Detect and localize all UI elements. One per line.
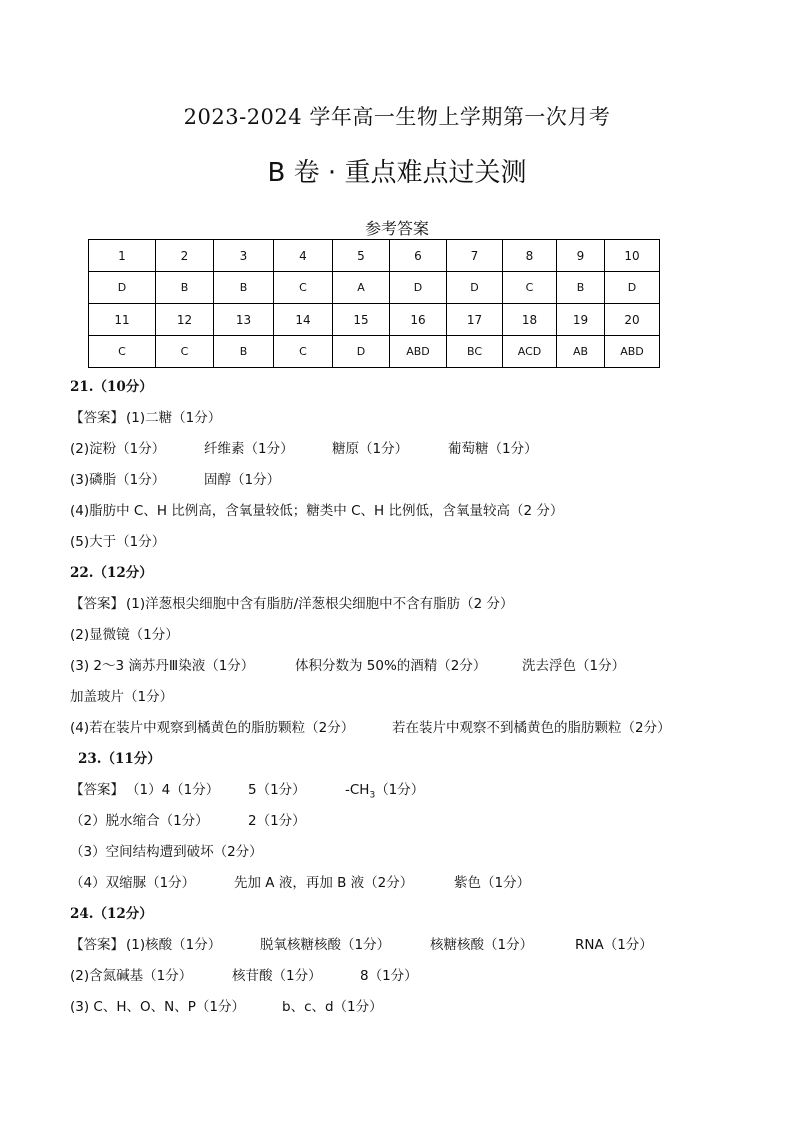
answer-number-cell: 13: [214, 304, 274, 336]
answer-text: (2)含氮碱基（1分）: [70, 968, 193, 984]
answer-label: 【答案】: [70, 782, 124, 798]
answer-number-cell: 11: [89, 304, 156, 336]
answer-text: (3) C、H、O、N、P（1分）: [70, 999, 245, 1015]
answer-heading: 参考答案: [364, 219, 429, 238]
answer-choice-cell: ACD: [503, 336, 557, 368]
answer-text: (3)磷脂（1分）: [70, 472, 166, 488]
answer-number-cell: 10: [605, 240, 660, 272]
answer-text: (1)二糖（1分）: [126, 410, 222, 426]
answer-choice-cell: A: [333, 272, 390, 304]
answer-choice-cell: B: [156, 272, 214, 304]
answer-text: 紫色（1分）: [454, 875, 531, 891]
exam-title: 2023-2024 学年高一生物上学期第一次月考: [183, 105, 611, 129]
answer-text: （1）4（1分）: [126, 782, 220, 798]
answer-choice-cell: C: [274, 272, 333, 304]
answer-text: 2（1分）: [248, 813, 306, 829]
answer-text: b、c、d（1分）: [282, 999, 383, 1015]
answer-key-table: [88, 239, 660, 368]
answer-text: 纤维素（1分）: [204, 441, 294, 457]
answer-choice-cell: D: [447, 272, 503, 304]
answer-choice-cell: D: [333, 336, 390, 368]
answer-text: 脱氧核糖核酸（1分）: [260, 937, 391, 953]
answer-text: （3）空间结构遭到破坏（2分）: [70, 844, 263, 860]
answer-text: （2）脱水缩合（1分）: [70, 813, 209, 829]
answer-choice-cell: D: [605, 272, 660, 304]
answer-number-cell: 6: [390, 240, 447, 272]
answer-number-cell: 18: [503, 304, 557, 336]
answer-choice-cell: D: [89, 272, 156, 304]
answer-text: (1)核酸（1分）: [126, 937, 222, 953]
answer-label: 【答案】: [70, 410, 124, 426]
answer-choice-cell: AB: [557, 336, 605, 368]
table-row: [89, 304, 660, 336]
answer-label: 【答案】: [70, 596, 124, 612]
answer-number-cell: 15: [333, 304, 390, 336]
formula-ch: -CH: [345, 782, 370, 798]
answer-text: （4）双缩脲（1分）: [70, 875, 196, 891]
question-24-heading: 24.（12分）: [70, 906, 153, 922]
answer-number-cell: 9: [557, 240, 605, 272]
answer-number-cell: 14: [274, 304, 333, 336]
answer-text: 5（1分）: [248, 782, 306, 798]
answer-choice-cell: C: [274, 336, 333, 368]
answer-choice-cell: B: [557, 272, 605, 304]
answer-text: 洗去浮色（1分）: [522, 658, 626, 674]
answer-text: (5)大于（1分）: [70, 534, 166, 550]
answer-text: (4)若在装片中观察到橘黄色的脂肪颗粒（2分）: [70, 720, 355, 736]
formula-subscript: 3: [369, 790, 376, 801]
answer-number-cell: 7: [447, 240, 503, 272]
answer-text: 核苷酸（1分）: [232, 968, 322, 984]
answer-label: 【答案】: [70, 937, 124, 953]
question-21-heading: 21.（10分）: [70, 379, 153, 395]
answer-text: (3) 2～3 滴苏丹Ⅲ染液（1分）: [70, 658, 255, 674]
answer-text: 8（1分）: [360, 968, 418, 984]
answer-number-cell: 1: [89, 240, 156, 272]
answer-text: (1)洋葱根尖细胞中含有脂肪/洋葱根尖细胞中不含有脂肪（2 分）: [126, 596, 514, 612]
answer-choice-cell: C: [89, 336, 156, 368]
answer-text: 固醇（1分）: [204, 472, 281, 488]
answer-text: 先加 A 液，再加 B 液（2分）: [234, 875, 414, 891]
table-row: [89, 240, 660, 272]
answer-choice-cell: D: [390, 272, 447, 304]
answer-choice-cell: C: [503, 272, 557, 304]
answer-number-cell: 19: [557, 304, 605, 336]
answer-choice-cell: B: [214, 336, 274, 368]
table-row: [89, 272, 660, 304]
answer-choice-cell: ABD: [390, 336, 447, 368]
answer-number-cell: 8: [503, 240, 557, 272]
formula-text: [345, 778, 424, 801]
answer-choice-cell: ABD: [605, 336, 660, 368]
answer-text: 体积分数为 50%的酒精（2分）: [295, 658, 487, 674]
answer-text: 若在装片中观察不到橘黄色的脂肪颗粒（2分）: [392, 720, 671, 736]
answer-text: (2)淀粉（1分）: [70, 441, 166, 457]
answer-number-cell: 3: [214, 240, 274, 272]
answer-text: (2)显微镜（1分）: [70, 627, 179, 643]
question-23-heading: 23.（11分）: [78, 751, 161, 767]
answer-choice-cell: B: [214, 272, 274, 304]
answer-number-cell: 12: [156, 304, 214, 336]
table-row: [89, 336, 660, 368]
answer-text: 葡萄糖（1分）: [448, 441, 538, 457]
answer-text: 加盖玻片（1分）: [70, 689, 174, 705]
answer-number-cell: 20: [605, 304, 660, 336]
question-22-heading: 22.（12分）: [70, 565, 153, 581]
answer-score: （1分）: [375, 782, 425, 798]
answer-text: (4)脂肪中 C、H 比例高，含氧量较低；糖类中 C、H 比例低，含氧量较高（2 分）: [70, 503, 564, 519]
answer-number-cell: 16: [390, 304, 447, 336]
answer-number-cell: 5: [333, 240, 390, 272]
answer-number-cell: 2: [156, 240, 214, 272]
answer-text: RNA（1分）: [575, 937, 653, 953]
answer-choice-cell: BC: [447, 336, 503, 368]
answer-number-cell: 17: [447, 304, 503, 336]
answer-choice-cell: C: [156, 336, 214, 368]
answer-text: 糖原（1分）: [332, 441, 409, 457]
exam-subtitle: B 卷 · 重点难点过关测: [267, 158, 527, 188]
answer-number-cell: 4: [274, 240, 333, 272]
answer-text: 核糖核酸（1分）: [430, 937, 534, 953]
